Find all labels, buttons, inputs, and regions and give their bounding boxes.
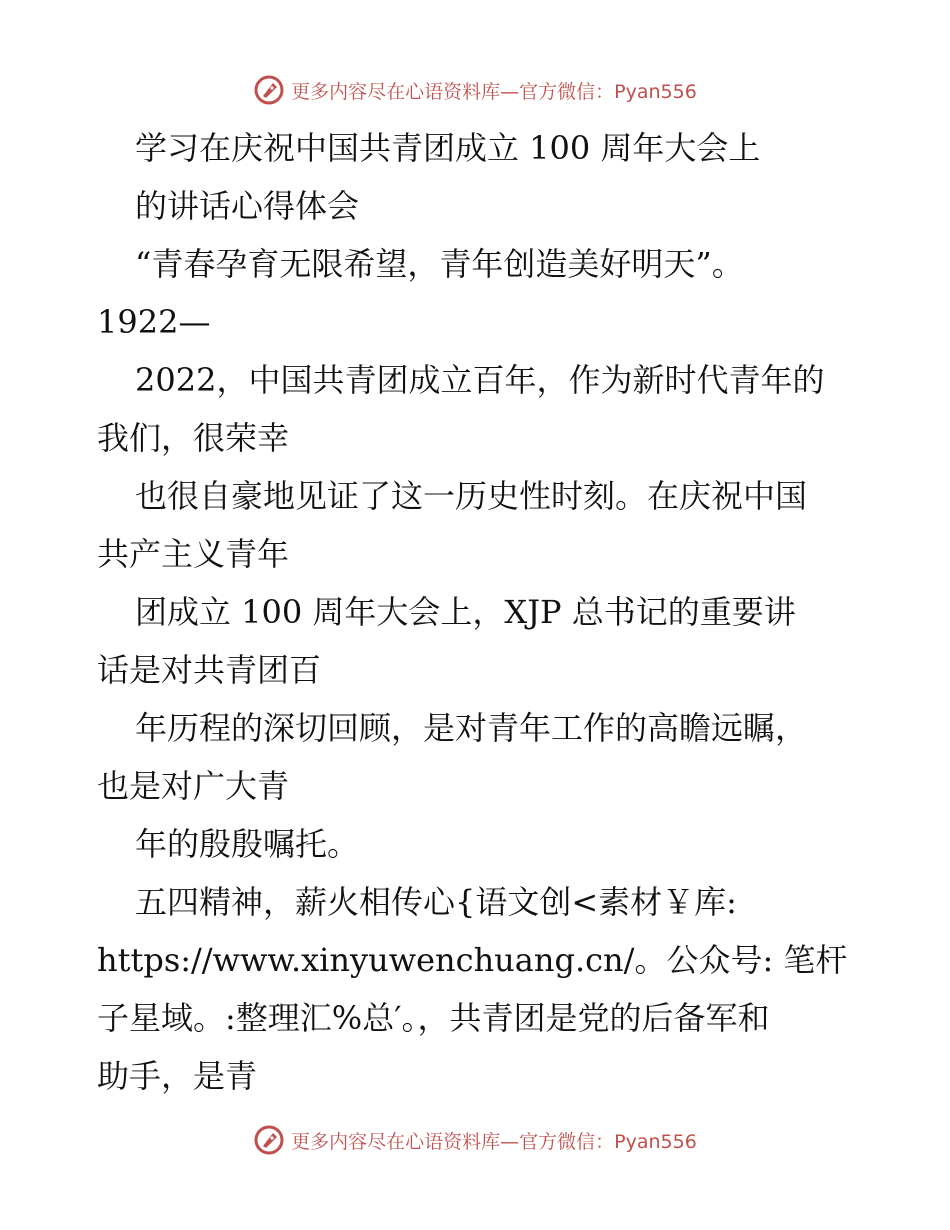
footer-banner <box>0 1120 950 1160</box>
paragraph-line: 年的殷殷嘱托。 <box>135 825 360 863</box>
paragraph-line: 共产主义青年 <box>97 535 290 573</box>
paragraph-line: 我们，很荣幸 <box>97 419 290 457</box>
footer-banner-text: 更多内容尽在心语资料库—官方微信：Pyan556 <box>291 1130 697 1153</box>
title-line-2: 的讲话心得体会 <box>135 187 360 225</box>
paragraph-line: “青春孕育无限希望，青年创造美好明天”。 <box>135 245 744 283</box>
header-banner <box>0 70 950 110</box>
paragraph-line: 话是对共青团百 <box>97 651 322 689</box>
document-body <box>97 128 857 1096</box>
pen-nib-logo-icon <box>253 74 285 106</box>
paragraph-line: 2022，中国共青团成立百年，作为新时代青年的 <box>135 361 825 399</box>
paragraph-line: 也很自豪地见证了这一历史性时刻。在庆祝中国 <box>135 477 808 515</box>
paragraph-line: 团成立 100 周年大会上，XJP 总书记的重要讲 <box>135 593 796 631</box>
paragraph-line: 1922— <box>97 303 211 341</box>
title-line-1: 学习在庆祝中国共青团成立 100 周年大会上 <box>135 129 761 167</box>
paragraph-line: https://www.xinyuwenchuang.cn/。公众号: 笔杆 <box>97 941 848 979</box>
paragraph-line: 年历程的深切回顾，是对青年工作的高瞻远瞩， <box>135 709 808 747</box>
pen-nib-logo-icon <box>253 1124 285 1156</box>
paragraph-line: 助手，是青 <box>97 1057 258 1095</box>
paragraph-line: 五四精神，薪火相传心{语文创<素材￥库: <box>135 883 737 921</box>
paragraph-line: 子星域。:整理汇%总′。，共青团是党的后备军和 <box>97 999 770 1037</box>
paragraph-line: 也是对广大青 <box>97 767 290 805</box>
header-banner-text: 更多内容尽在心语资料库—官方微信：Pyan556 <box>291 80 697 103</box>
